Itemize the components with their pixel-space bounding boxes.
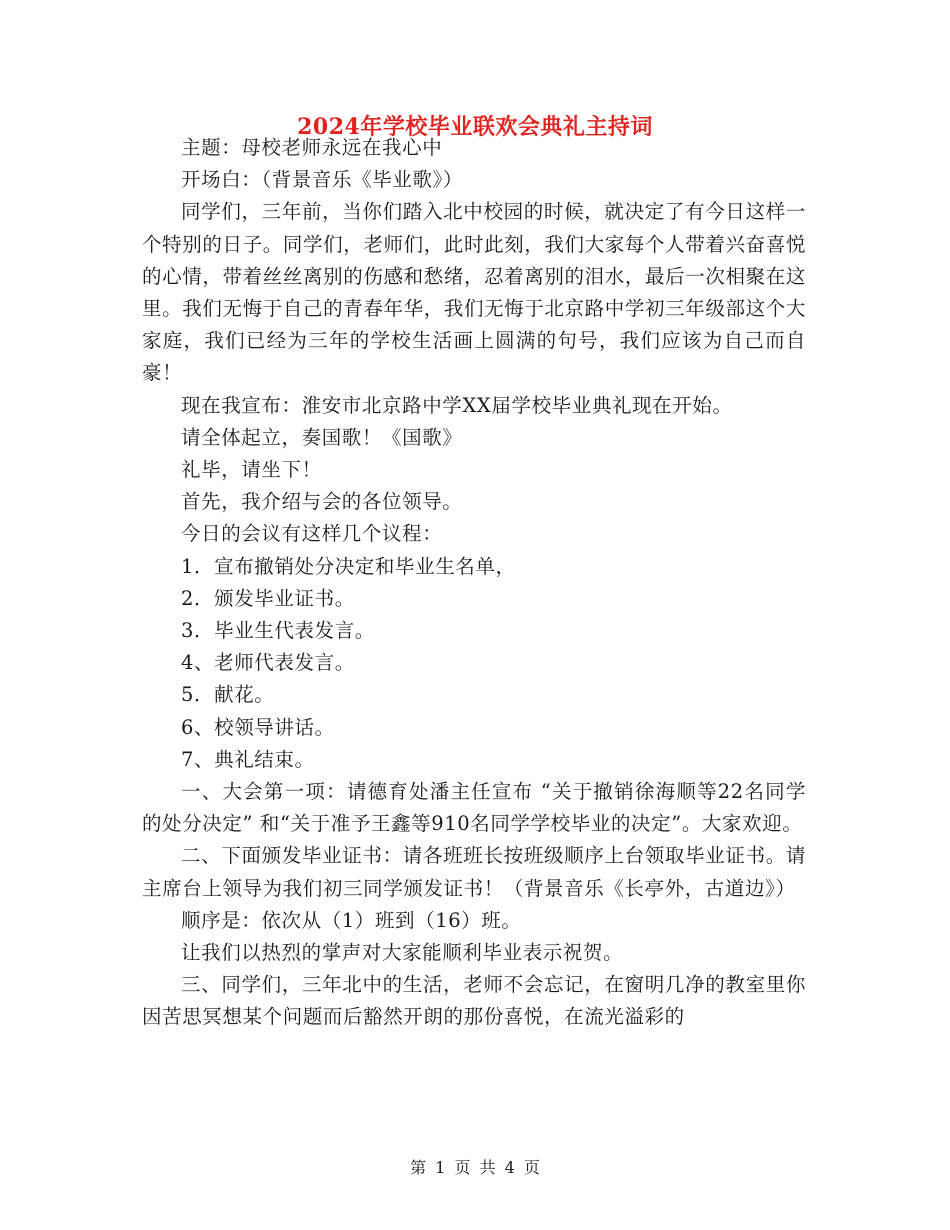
paragraph-intro: 同学们，三年前，当你们踏入北中校园的时候，就决定了有今日这样一个特别的日子。同学们，老师们，此时此刻，我们大家每个人带着兴奋喜悦的心情，带着丝丝离别的伤感和愁绪，忍着离别的泪水，最后一次相聚在这里。我们无悔于自己的青春年华，我们无悔于北京路中学初三年级部这个大家庭，我们已经为三年的学校生活画上圆满的句号，我们应该为自己而自豪！ <box>142 200 806 385</box>
agenda-item: 6、校领导讲话。 <box>181 715 335 739</box>
page-footer: 第 1 页 共 4 页 <box>410 1158 540 1177</box>
paragraph-agenda-intro: 今日的会议有这样几个议程： <box>181 522 443 546</box>
agenda-item: 1．宣布撤销处分决定和毕业生名单， <box>181 554 516 578</box>
paragraph-sit: 礼毕，请坐下！ <box>181 458 322 482</box>
agenda-item: 3．毕业生代表发言。 <box>181 619 375 643</box>
agenda-item: 5．献花。 <box>181 683 275 707</box>
agenda-item: 2．颁发毕业证书。 <box>181 586 355 610</box>
paragraph-anthem: 请全体起立，奏国歌！《国歌》 <box>181 425 463 449</box>
paragraph-applause: 让我们以热烈的掌声对大家能顺利毕业表示祝贺。 <box>181 941 624 965</box>
paragraph-item-two: 二、下面颁发毕业证书：请各班班长按班级顺序上台领取毕业证书。请主席台上领导为我们初三同学颁发证书！（背景音乐《长亭外，古道边》） <box>142 844 806 900</box>
agenda-item: 7、典礼结束。 <box>181 747 315 771</box>
agenda-item: 4、老师代表发言。 <box>181 651 355 675</box>
paragraph-theme: 主题：母校老师永远在我心中 <box>181 136 443 159</box>
paragraph-opening: 开场白：（背景音乐《毕业歌》） <box>181 168 464 192</box>
paragraph-announce: 现在我宣布：淮安市北京路中学XX届学校毕业典礼现在开始。 <box>181 393 733 417</box>
paragraph-item-one: 一、大会第一项：请德育处潘主任宣布 “关于撤销徐海顺等22名同学的处分决定” 和“关于准予王鑫等910名同学学校毕业的决定”。大家欢迎。 <box>142 780 806 836</box>
paragraph-item-three: 三、同学们，三年北中的生活，老师不会忘记，在窗明几净的教室里你因苦思冥想某个问题而后豁然开朗的那份喜悦，在流光溢彩的 <box>142 973 806 1029</box>
document-body <box>142 132 806 1034</box>
paragraph-leaders: 首先，我介绍与会的各位领导。 <box>181 490 463 514</box>
paragraph-order: 顺序是：依次从（1）班到（16）班。 <box>181 908 522 932</box>
document-title: 2024年学校毕业联欢会典礼主持词 <box>297 114 653 140</box>
